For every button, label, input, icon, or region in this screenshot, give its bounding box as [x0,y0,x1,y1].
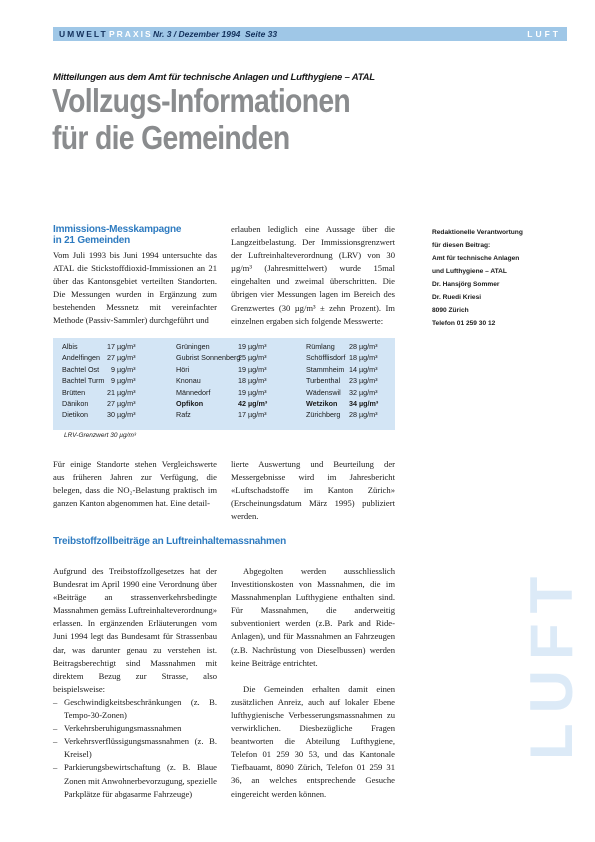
luft-watermark: LUFT [518,566,585,760]
article2-col2 [231,565,395,801]
measured-value: 17 µg/m³ [238,410,267,420]
table-row [176,409,267,420]
measured-value: 14 µg/m³ [349,364,378,374]
table-row [62,364,136,375]
place-name: Rümlang [306,342,335,351]
table-column-2 [176,341,268,421]
table-row [176,352,267,363]
table-row [306,352,378,363]
measured-value: 30 µg/m³ [107,410,136,420]
sidebar-line: Dr. Hansjörg Sommer [432,281,500,288]
table-row [306,341,378,352]
place-name: Knonau [176,376,201,386]
sidebar-line: Dr. Ruedi Kriesi [432,294,482,301]
place-name: Bachtel Turm [62,376,105,386]
table-row [62,409,136,420]
place-name: Andelfingen [62,353,100,363]
article2-col2-paragraph-2: Die Gemeinden erhalten damit einen zusätzlichen Anreiz, auch auf lokaler Ebene lufthygienische Verbesserungsmassnahmen zu verwirklichen. Diesbezügliche Fragen beantworten die Abteilung Lufthygiene, Telefon 01 259 30 53, und das Kantonale Tiefbauamt, 8090 Zürich, Telefon 01 259 31 36, an welches entsprechende Gesuche eingereicht werden können. [231,683,395,799]
limit-value-note: LRV-Grenzwert 30 µg/m³ [64,432,137,439]
title-line-2: für die Gemeinden [52,119,290,156]
table-column-3 [306,341,379,421]
place-name: Rafz [176,410,191,420]
article2-col1 [53,565,217,801]
measured-value: 9 µg/m³ [111,376,136,386]
brand-praxis: PRAXIS [109,29,153,39]
measured-value: 19 µg/m³ [238,342,267,351]
table-row [306,375,378,386]
place-name: Stammheim [306,364,345,374]
place-name: Dietikon [62,410,88,420]
place-name: Gubrist Sonnenberg [176,353,241,363]
page-number: Seite 33 [245,29,278,39]
article1-after-col2-text: lierte Auswertung und Beurteilung der Messergebnisse wird im Jahresbericht «Luftschadstoffe im Kanton Zürich» (Erscheinungsdatum März 1995) publiziert werden. [231,459,395,522]
place-name: Höri [176,364,190,374]
sidebar-line: 8090 Zürich [432,307,469,314]
place-name: Männedorf [176,387,211,397]
measured-value: 27 µg/m³ [107,398,136,408]
article2-col2-paragraph-1: Abgegolten werden ausschliesslich Investitionskosten von Massnahmen, die im Massnahmenplan Lufthygiene enthalten sind. Für Massnahmen, die anderweitig subventioniert werden (z.B. Park and Ride-Anlagen), und für Massnahmen an Fahrzeugen (z.B. Nachrüstung von Dieselbussen) werden keine Beiträge entrichtet. [231,566,395,668]
place-name: Dänikon [62,398,89,408]
article1-col1-text: Vom Juli 1993 bis Juni 1994 untersuchte das ATAL die Stickstoffdioxid-Immissionen an 21 über das Kantonsgebiet verteilten Standorten. Die Messungen wurden in Ergänzung zum bestehenden Messnetz mit vereinfachter Methode (Passiv-Sammler) durchgeführt und [53,250,217,326]
measured-value: 25 µg/m³ [238,353,267,363]
article2-heading: Treibstoffzollbeiträge an Luftreinhaltemassnahmen [53,536,287,547]
place-name: Albis [62,342,78,351]
table-row [176,341,267,352]
place-name: Brütten [62,387,86,397]
measured-value: 17 µg/m³ [107,342,136,351]
measured-value: 18 µg/m³ [349,353,378,363]
sidebar-line: für diesen Beitrag: [432,242,491,249]
measured-value: 21 µg/m³ [107,387,136,397]
article1-after-col2 [231,458,395,523]
article1-after-col1-text: Für einige Standorte stehen Vergleichswerte aus früheren Jahren zur Verfügung, die belegen, dass die NO₂-Belastung praktisch im ganzen Kanton abgenommen hat. Eine detail- [53,459,217,509]
sidebar-line: Redaktionelle Verantwortung [432,229,523,236]
measured-value: 28 µg/m³ [349,410,378,420]
table-row [176,398,268,409]
table-row [306,398,379,409]
list-item: – Parkierungsbewirtschaftung (z. B. Blaue Zonen mit Anwohnerbevorzugung, spezielle Parkplätze für abgasarme Fahrzeuge) [53,761,217,800]
article1-heading-line-2: in 21 Gemeinden [53,235,131,246]
measured-value: 32 µg/m³ [349,387,378,397]
table-row [62,375,136,386]
header-bar [53,27,567,41]
measured-value: 34 µg/m³ [349,398,379,408]
article1-col2-text: erlauben lediglich eine Aussage über die Langzeitbelastung. Der Immissionsgrenzwert der Luftreinhalteverordnung (LRV) von 30 µg/m³ (Jahresmittelwert) wurde 15mal eingehalten und zweimal überschritten. Die übrigen vier Messungen lagen im Bereich des Grenzwertes (30 µg/m³ ± zehn Prozent). Im einzelnen ergaben sich folgende Messwerte: [231,224,395,326]
measured-value: 28 µg/m³ [349,342,378,351]
table-row [62,352,136,363]
place-name: Opfikon [176,398,204,408]
place-name: Turbenthal [306,376,341,386]
measured-value: 23 µg/m³ [349,376,378,386]
title-line-1: Vollzugs-Informationen [52,82,351,119]
table-row [176,387,267,398]
measurement-table [53,338,395,430]
article1-col2 [231,223,395,328]
measured-value: 27 µg/m³ [107,353,136,363]
list-item: – Verkehrsverflüssigungsmassnahmen (z. B. Kreisel) [53,735,217,761]
measured-value: 19 µg/m³ [238,364,267,374]
table-row [62,387,136,398]
measure-list [53,696,217,801]
place-name: Bachtel Ost [62,364,100,374]
measured-value: 18 µg/m³ [238,376,267,386]
table-column-1 [62,341,136,421]
table-row [62,341,136,352]
sidebar-line: Amt für technische Anlagen [432,255,520,262]
article1-col1 [53,249,217,328]
table-row [62,398,136,409]
place-name: Grüningen [176,342,210,351]
sidebar-line: Telefon 01 259 30 12 [432,320,496,327]
page-title [52,82,350,156]
place-name: Wädenswil [306,387,341,397]
measured-value: 19 µg/m³ [238,387,267,397]
list-item: – Geschwindigkeitsbeschränkungen (z. B. Tempo-30-Zonen) [53,696,217,722]
place-name: Schöfflisdorf [306,353,346,363]
article1-after-col1 [53,458,217,510]
list-item: – Verkehrsberuhigungsmassnahmen [53,722,217,735]
article2-col1-text: Aufgrund des Treibstoffzollgesetzes hat der Bundesrat im April 1990 eine Verordnung über «Beiträge an strassenverkehrsbedingte Massnahmen gemäss Luftreinhalteverordnung» erlassen. In ergänzenden Erläuterungen vom Juni 1994 legt das Bundesamt für Strassenbau dar, was darunter genau zu verstehen ist. Beitragsberechtigt sind Massnahmen mit direktem Bezug zur Strasse, also beispielsweise: [53,566,217,694]
table-row [176,364,267,375]
kicker: Mitteilungen aus dem Amt für technische Anlagen und Lufthygiene – ATAL [53,72,375,83]
brand-umwelt: UMWELT [59,29,108,39]
table-row [176,375,267,386]
sidebar-line: und Lufthygiene – ATAL [432,268,507,275]
table-row [306,364,378,375]
table-row [306,387,378,398]
article1-heading-line-1: Immissions-Messkampagne [53,224,182,235]
measured-value: 42 µg/m³ [238,398,268,408]
table-row [306,409,378,420]
issue-number: Nr. 3 / Dezember 1994 [153,29,241,39]
place-name: Wetzikon [306,398,338,408]
article1-heading [53,224,181,246]
section-label: LUFT [527,29,561,39]
place-name: Zürichberg [306,410,341,420]
editorial-sidebar [432,226,523,330]
measured-value: 9 µg/m³ [111,364,136,374]
